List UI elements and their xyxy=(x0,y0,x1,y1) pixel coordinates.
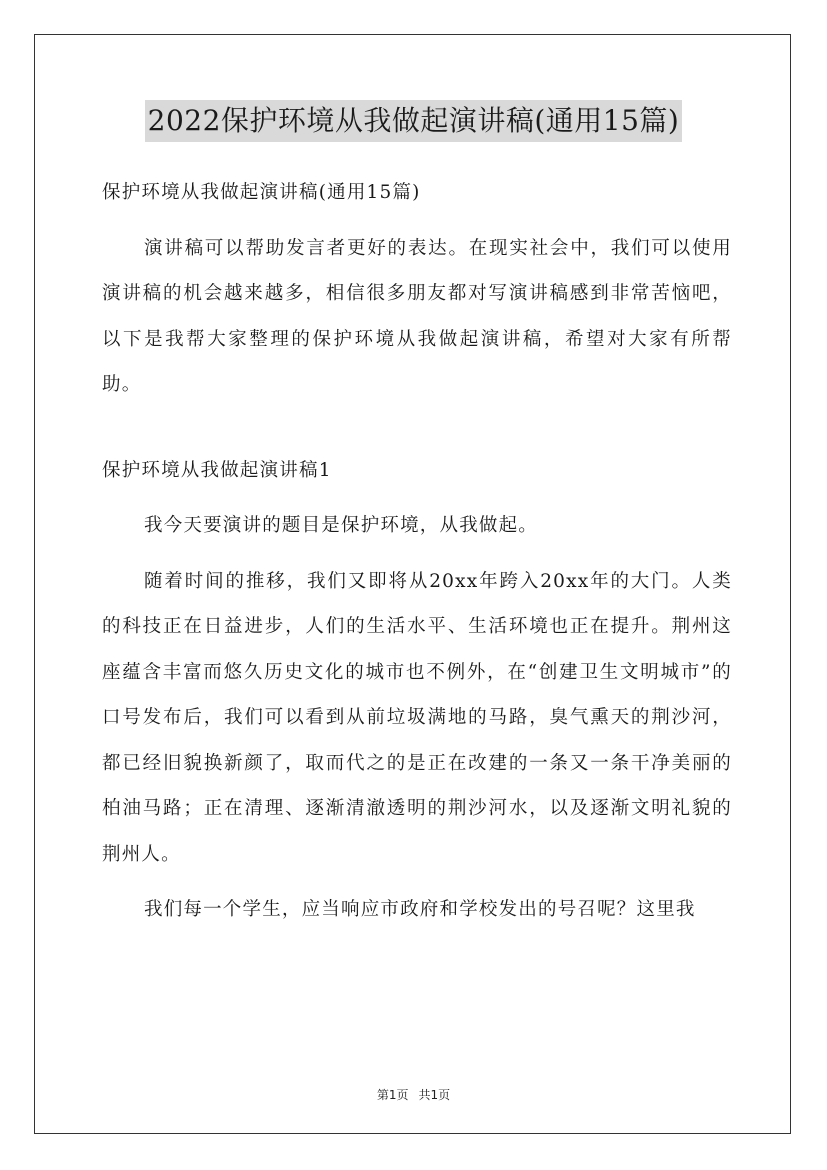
section-heading: 保护环境从我做起演讲稿1 xyxy=(102,459,332,481)
document-title-text: 2022保护环境从我做起演讲稿(通用15篇) xyxy=(145,100,683,142)
page-number: 第1页 xyxy=(376,1088,409,1102)
document-body xyxy=(102,170,732,933)
page-total: 共1页 xyxy=(418,1088,451,1102)
body-paragraph-3: 我们每一个学生，应当响应市政府和学校发出的号召呢？这里我 xyxy=(144,899,696,920)
page-footer xyxy=(0,1086,827,1103)
document-subtitle: 保护环境从我做起演讲稿(通用15篇) xyxy=(102,182,421,203)
intro-paragraph: 演讲稿可以帮助发言者更好的表达。在现实社会中，我们可以使用演讲稿的机会越来越多，相信很多朋友都对写演讲稿感到非常苦恼吧，以下是我帮大家整理的保护环境从我做起演讲稿，希望对大家有所帮助。 xyxy=(102,237,732,395)
document-title xyxy=(0,100,827,142)
body-paragraph-1: 我今天要演讲的题目是保护环境，从我做起。 xyxy=(144,515,539,536)
body-paragraph-2: 随着时间的推移，我们又即将从20xx年跨入20xx年的大门。人类的科技正在日益进步，人们的生活水平、生活环境也正在提升。荆州这座蕴含丰富而悠久历史文化的城市也不例外，在“创建卫生文明城市”的口号发布后，我们可以看到从前垃圾满地的马路，臭气熏天的荆沙河，都已经旧貌换新颜了，取而代之的是正在改建的一条又一条干净美丽的柏油马路；正在清理、逐渐清澈透明的荆沙河水，以及逐渐文明礼貌的荆州人。 xyxy=(102,570,732,865)
